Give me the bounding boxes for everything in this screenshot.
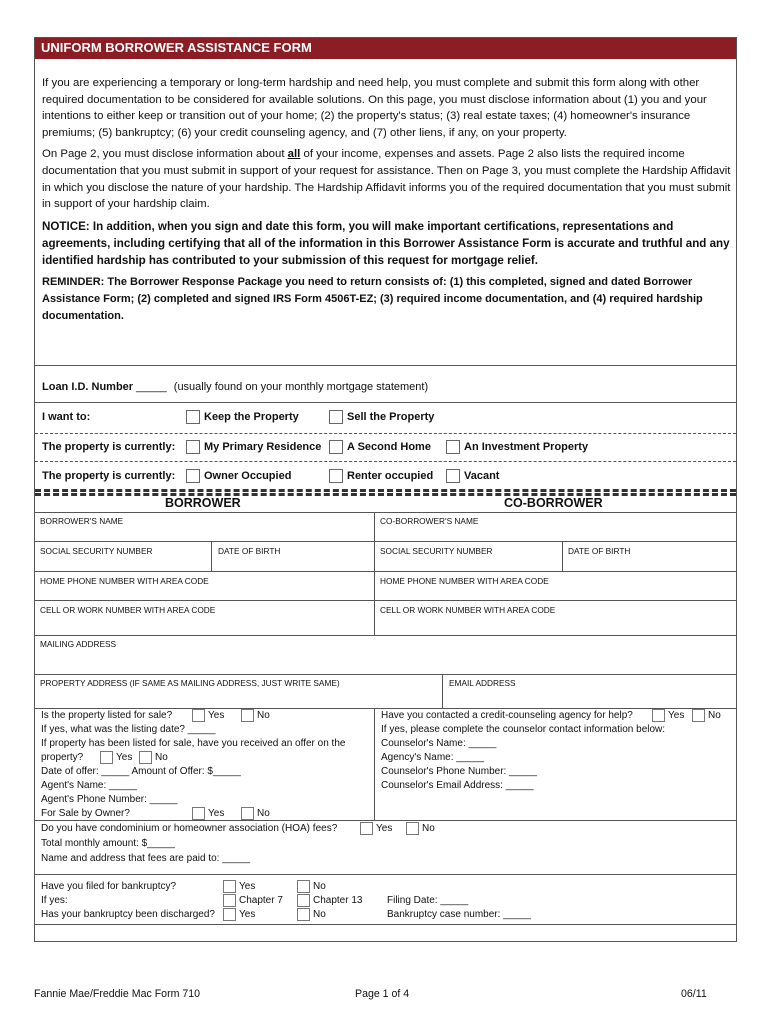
ssn-field[interactable]: SOCIAL SECURITY NUMBER	[40, 546, 153, 556]
offer-question-line2: property?	[41, 752, 84, 763]
intro-paragraph-1: If you are experiencing a temporary or long-term hardship and need help, you must complete and submit this form along with other required documentation to be considered for available solutions. On this page, you must disclose information about (1) you and your intentions to either keep or transition out of your home; (2) the property's status; (3) real estate taxes; (4) homeowner's insurance premiums; (5) bankruptcy; (6) your credit counseling agency, and (7) other liens, if any, on your property.	[42, 77, 707, 139]
chapter13-label: Chapter 13	[313, 895, 363, 906]
listed-for-sale-question: Is the property listed for sale?	[41, 710, 173, 721]
fsbo-no-label: No	[257, 808, 270, 819]
discharged-yes-label: Yes	[239, 909, 256, 920]
divider	[35, 571, 736, 572]
listed-yes-label: Yes	[208, 710, 225, 721]
divider	[35, 461, 736, 462]
intro-section	[42, 75, 732, 330]
column-divider	[374, 512, 375, 635]
bankruptcy-no-checkbox[interactable]	[297, 880, 310, 893]
occupancy-status-label: The property is currently:	[42, 470, 176, 482]
divider	[35, 924, 736, 925]
owner-occupied-label: Owner Occupied	[204, 470, 292, 482]
offer-no-checkbox[interactable]	[139, 751, 152, 764]
bankruptcy-yes-checkbox[interactable]	[223, 880, 236, 893]
hoa-yes-label: Yes	[376, 823, 393, 834]
counseling-no-label: No	[708, 710, 721, 721]
hoa-no-checkbox[interactable]	[406, 822, 419, 835]
hoa-yes-checkbox[interactable]	[360, 822, 373, 835]
counselor-name-field[interactable]: Counselor's Name: _____	[381, 738, 497, 749]
occupancy-type-label: The property is currently:	[42, 441, 176, 453]
notice-text: NOTICE: In addition, when you sign and date this form, you will make important certifications, representations and agreements, including certifying that all of the information in this Borrower Assistance Form is accurate and truthful and any identified hardship has contributed to your submission of this request for mortgage relief.	[42, 219, 730, 267]
coborrower-cell-phone-field[interactable]: CELL OR WORK NUMBER WITH AREA CODE	[380, 605, 556, 615]
fsbo-question: For Sale by Owner?	[41, 808, 130, 819]
coborrower-name-field[interactable]: CO-BORROWER'S NAME	[380, 516, 479, 526]
form-title: UNIFORM BORROWER ASSISTANCE FORM	[35, 38, 736, 59]
offer-question-line1: If property has been listed for sale, have you received an offer on the	[41, 738, 346, 749]
column-divider	[442, 674, 443, 708]
fsbo-yes-label: Yes	[208, 808, 225, 819]
divider	[35, 600, 736, 601]
coborrower-dob-field[interactable]: DATE OF BIRTH	[568, 546, 631, 556]
filing-date-field[interactable]: Filing Date: _____	[387, 895, 469, 906]
column-divider	[374, 708, 375, 820]
borrower-assistance-form	[34, 37, 737, 942]
cell-phone-field[interactable]: CELL OR WORK NUMBER WITH AREA CODE	[40, 605, 216, 615]
borrower-name-field[interactable]: BORROWER'S NAME	[40, 516, 124, 526]
dob-field[interactable]: DATE OF BIRTH	[218, 546, 281, 556]
divider	[35, 674, 736, 675]
bankruptcy-no-label: No	[313, 881, 326, 892]
column-divider	[562, 541, 563, 571]
intro-p2-text-rest: of your income, expenses and assets. Page 2 also lists the required income documentation that you must submit in support of your request for assistance. Then on Page 3, you must complete the Hardship Affidavit in which you disclose the nature of your hardship. The Hardship Affidavit informs you of the required documentation that you must submit in support of your hardship claim.	[42, 148, 731, 211]
investment-property-checkbox[interactable]	[446, 440, 460, 454]
chapter7-checkbox[interactable]	[223, 894, 236, 907]
sell-property-checkbox[interactable]	[329, 410, 343, 424]
reminder-text: REMINDER: The Borrower Response Package you need to return consists of: (1) this completed, signed and dated Borrower Assistance Form; (2) completed and signed IRS Form 4506T-EZ; (3) required income documentation, and (4) required hardship documentation.	[42, 275, 703, 322]
loan-id-row	[42, 381, 428, 393]
primary-residence-label: My Primary Residence	[204, 441, 322, 453]
vacant-checkbox[interactable]	[446, 469, 460, 483]
second-home-label: A Second Home	[347, 441, 431, 453]
footer-form-id: Fannie Mae/Freddie Mac Form 710	[34, 988, 201, 1000]
divider	[35, 874, 736, 875]
coborrower-ssn-field[interactable]: SOCIAL SECURITY NUMBER	[380, 546, 493, 556]
offer-yes-label: Yes	[116, 752, 133, 763]
counselor-instructions: If yes, please complete the counselor contact information below:	[381, 724, 666, 735]
home-phone-field[interactable]: HOME PHONE NUMBER WITH AREA CODE	[40, 576, 209, 586]
column-divider	[211, 541, 212, 571]
fsbo-no-checkbox[interactable]	[241, 807, 254, 820]
discharged-question: Has your bankruptcy been discharged?	[41, 909, 215, 920]
loan-id-hint: (usually found on your monthly mortgage statement)	[173, 381, 429, 393]
agency-name-field[interactable]: Agency's Name: _____	[381, 752, 485, 763]
divider	[35, 512, 736, 513]
listed-no-label: No	[257, 710, 270, 721]
keep-property-checkbox[interactable]	[186, 410, 200, 424]
investment-property-label: An Investment Property	[464, 441, 589, 453]
counseling-no-checkbox[interactable]	[692, 709, 705, 722]
agent-phone-field[interactable]: Agent's Phone Number: _____	[41, 794, 178, 805]
heavy-divider	[35, 493, 736, 496]
counselor-email-field[interactable]: Counselor's Email Address: _____	[381, 780, 534, 791]
vacant-label: Vacant	[464, 470, 500, 482]
discharged-no-label: No	[313, 909, 326, 920]
primary-residence-checkbox[interactable]	[186, 440, 200, 454]
coborrower-home-phone-field[interactable]: HOME PHONE NUMBER WITH AREA CODE	[380, 576, 549, 586]
hoa-no-label: No	[422, 823, 435, 834]
discharged-yes-checkbox[interactable]	[223, 908, 236, 921]
divider	[35, 402, 736, 403]
listing-date-field[interactable]: If yes, what was the listing date? _____	[41, 724, 216, 735]
bankruptcy-case-number-field[interactable]: Bankruptcy case number: _____	[387, 909, 531, 920]
chapter7-label: Chapter 7	[239, 895, 283, 906]
mailing-address-field[interactable]: MAILING ADDRESS	[40, 639, 117, 649]
divider	[35, 365, 736, 366]
owner-occupied-checkbox[interactable]	[186, 469, 200, 483]
sell-property-label: Sell the Property	[347, 411, 435, 423]
email-address-field[interactable]: EMAIL ADDRESS	[449, 678, 516, 688]
footer-page-number: Page 1 of 4	[355, 988, 410, 1000]
fsbo-yes-checkbox[interactable]	[192, 807, 205, 820]
chapter13-checkbox[interactable]	[297, 894, 310, 907]
divider	[35, 541, 736, 542]
keep-property-label: Keep the Property	[204, 411, 299, 423]
coborrower-heading: CO-BORROWER	[504, 496, 603, 510]
intro-paragraph-2	[42, 146, 732, 212]
divider	[35, 433, 736, 434]
listed-no-checkbox[interactable]	[241, 709, 254, 722]
offer-no-label: No	[155, 752, 168, 763]
intro-p2-emphasis: all	[287, 148, 301, 161]
renter-occupied-checkbox[interactable]	[329, 469, 343, 483]
renter-occupied-label: Renter occupied	[347, 470, 434, 482]
intro-p2-text: On Page 2, you must disclose information about	[42, 148, 288, 161]
loan-id-input[interactable]: _____	[136, 381, 167, 393]
hoa-question: Do you have condominium or homeowner association (HOA) fees?	[41, 823, 338, 834]
bankruptcy-ifyes-label: If yes:	[41, 895, 68, 906]
counseling-yes-label: Yes	[668, 710, 685, 721]
heavy-divider	[35, 489, 736, 492]
hoa-total-field[interactable]: Total monthly amount: $_____	[41, 838, 175, 849]
hoa-payee-field[interactable]: Name and address that fees are paid to: _____	[41, 853, 251, 864]
divider	[35, 820, 736, 821]
offer-date-amount-field[interactable]: Date of offer: _____ Amount of Offer: $_____	[41, 766, 241, 777]
discharged-no-checkbox[interactable]	[297, 908, 310, 921]
divider	[35, 708, 736, 709]
offer-yes-checkbox[interactable]	[100, 751, 113, 764]
bankruptcy-yes-label: Yes	[239, 881, 256, 892]
bankruptcy-question: Have you filed for bankruptcy?	[41, 881, 177, 892]
counseling-question: Have you contacted a credit-counseling agency for help?	[381, 710, 633, 721]
counselor-phone-field[interactable]: Counselor's Phone Number: _____	[381, 766, 537, 777]
footer-date: 06/11	[681, 988, 707, 1000]
second-home-checkbox[interactable]	[329, 440, 343, 454]
intent-label: I want to:	[42, 411, 91, 423]
borrower-heading: BORROWER	[165, 496, 241, 510]
listed-yes-checkbox[interactable]	[192, 709, 205, 722]
counseling-yes-checkbox[interactable]	[652, 709, 665, 722]
property-address-field[interactable]: PROPERTY ADDRESS (IF SAME AS MAILING ADDRESS, JUST WRITE SAME)	[40, 678, 340, 688]
loan-id-label: Loan I.D. Number	[42, 381, 134, 393]
divider	[35, 635, 736, 636]
agent-name-field[interactable]: Agent's Name: _____	[41, 780, 137, 791]
